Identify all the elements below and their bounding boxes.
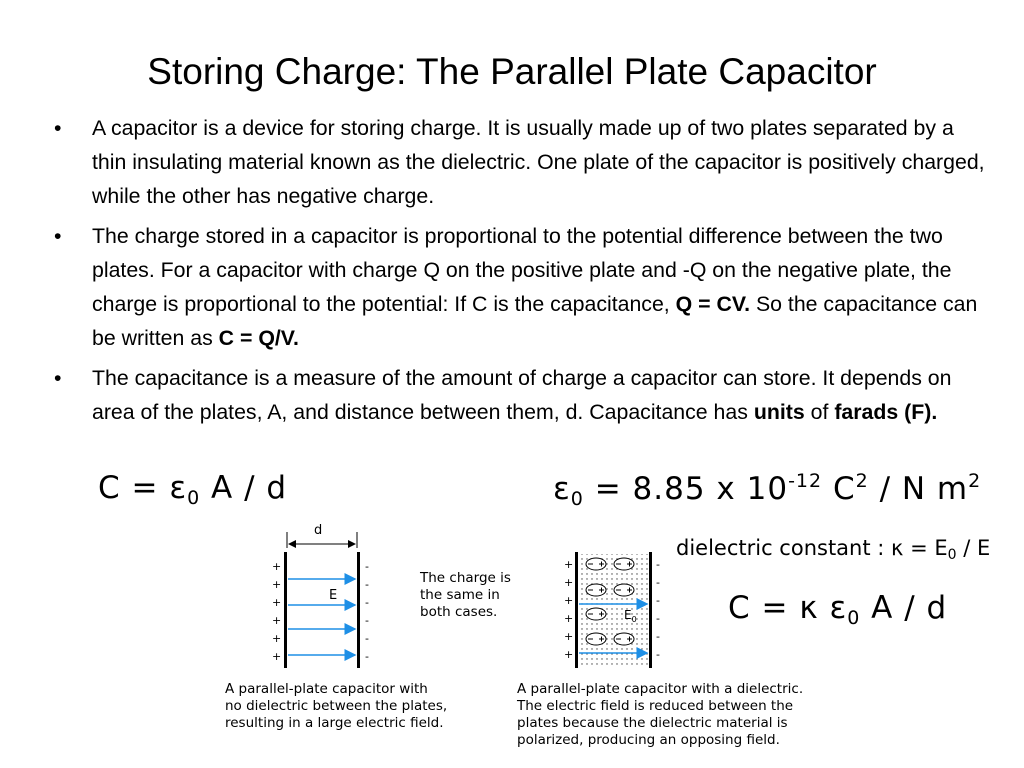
- plus-sign: +: [564, 576, 574, 589]
- bullet-item: [50, 219, 990, 355]
- dielectric-constant-equation: dielectric constant : $\kappa = E_0 / E$: [676, 536, 991, 563]
- bullet-text: of: [804, 400, 835, 424]
- plus-sign: +: [564, 648, 574, 661]
- minus-sign: -: [656, 612, 660, 625]
- plus-sign: +: [564, 558, 574, 571]
- bullet-item: [50, 361, 990, 429]
- minus-sign: -: [365, 560, 369, 573]
- diagram1-caption: A parallel-plate capacitor with no dielectric between the plates, resulting in a large electric field.: [225, 681, 448, 731]
- diagram2-caption: A parallel-plate capacitor with a dielectric. The electric field is reduced between the plates because the dielectric material is polarized, producing an opposing field.: [517, 681, 804, 748]
- distance-label: d: [314, 523, 323, 538]
- capacitor-diagram-with-dielectric: [560, 552, 670, 672]
- minus-sign: -: [656, 558, 660, 571]
- positive-plate: [284, 552, 287, 668]
- minus-sign: -: [656, 630, 660, 643]
- bullet-marker: •: [54, 366, 62, 390]
- slide-title: Storing Charge: The Parallel Plate Capacitor: [147, 51, 877, 92]
- minus-sign: -: [365, 596, 369, 609]
- minus-sign: -: [365, 632, 369, 645]
- bullet-list: [50, 111, 990, 435]
- formula-q-cv: Q = CV.: [675, 292, 751, 316]
- bullet-item: [50, 111, 990, 213]
- bullet-marker: •: [54, 116, 62, 140]
- farads-word: farads (F).: [834, 400, 938, 424]
- minus-sign: -: [365, 578, 369, 591]
- bullet-text: The capacitance is a measure of the amount of charge a capacitor can store. It depends on area of the plates, A, and distance between them, d. Capacitance has: [92, 366, 952, 424]
- minus-sign: -: [656, 594, 660, 607]
- minus-sign: -: [656, 648, 660, 661]
- units-word: units: [753, 400, 805, 424]
- field-label: E: [329, 588, 338, 603]
- bullet-text: So the capacitance can be written as: [92, 292, 978, 350]
- plus-sign: +: [272, 596, 282, 609]
- same-charge-note: The charge is the same in both cases.: [420, 570, 511, 620]
- bullet-marker: •: [54, 224, 62, 248]
- minus-sign: -: [656, 576, 660, 589]
- negative-plate: [649, 552, 652, 668]
- capacitor-diagram-no-dielectric: [260, 518, 380, 670]
- bullet-text: A capacitor is a device for storing charge. It is usually made up of two plates separated by a thin insulating material known as the dielectric. One plate of the capacitor is positively charged, while the other has negative charge.: [92, 116, 985, 208]
- bullet-text: The charge stored in a capacitor is proportional to the potential difference between the two plates. For a capacitor with charge Q on the positive plate and -Q on the negative plate, the charge is proportional to the potential: If C is the capacitance,: [92, 224, 952, 316]
- minus-sign: -: [365, 650, 369, 663]
- plus-sign: +: [272, 578, 282, 591]
- minus-sign: -: [365, 614, 369, 627]
- positive-plate: [575, 552, 578, 668]
- formula-c-qv: C = Q/V.: [218, 326, 299, 350]
- field-label: $E_0$: [624, 608, 637, 624]
- plus-sign: +: [564, 594, 574, 607]
- dielectric-capacitance-equation: C = κ $\varepsilon_0$ A / d: [728, 590, 948, 629]
- plus-sign: +: [272, 560, 282, 573]
- plus-sign: +: [272, 650, 282, 663]
- plus-sign: +: [564, 630, 574, 643]
- plus-sign: +: [272, 632, 282, 645]
- negative-plate: [357, 552, 360, 668]
- permittivity-equation: $\varepsilon_0 = 8.85$ x $10^{-12}$ $C^2$ / N $m^2$: [553, 470, 982, 510]
- capacitance-equation: $C = \varepsilon_0$ A / d: [98, 470, 288, 509]
- plus-sign: +: [272, 614, 282, 627]
- plus-sign: +: [564, 612, 574, 625]
